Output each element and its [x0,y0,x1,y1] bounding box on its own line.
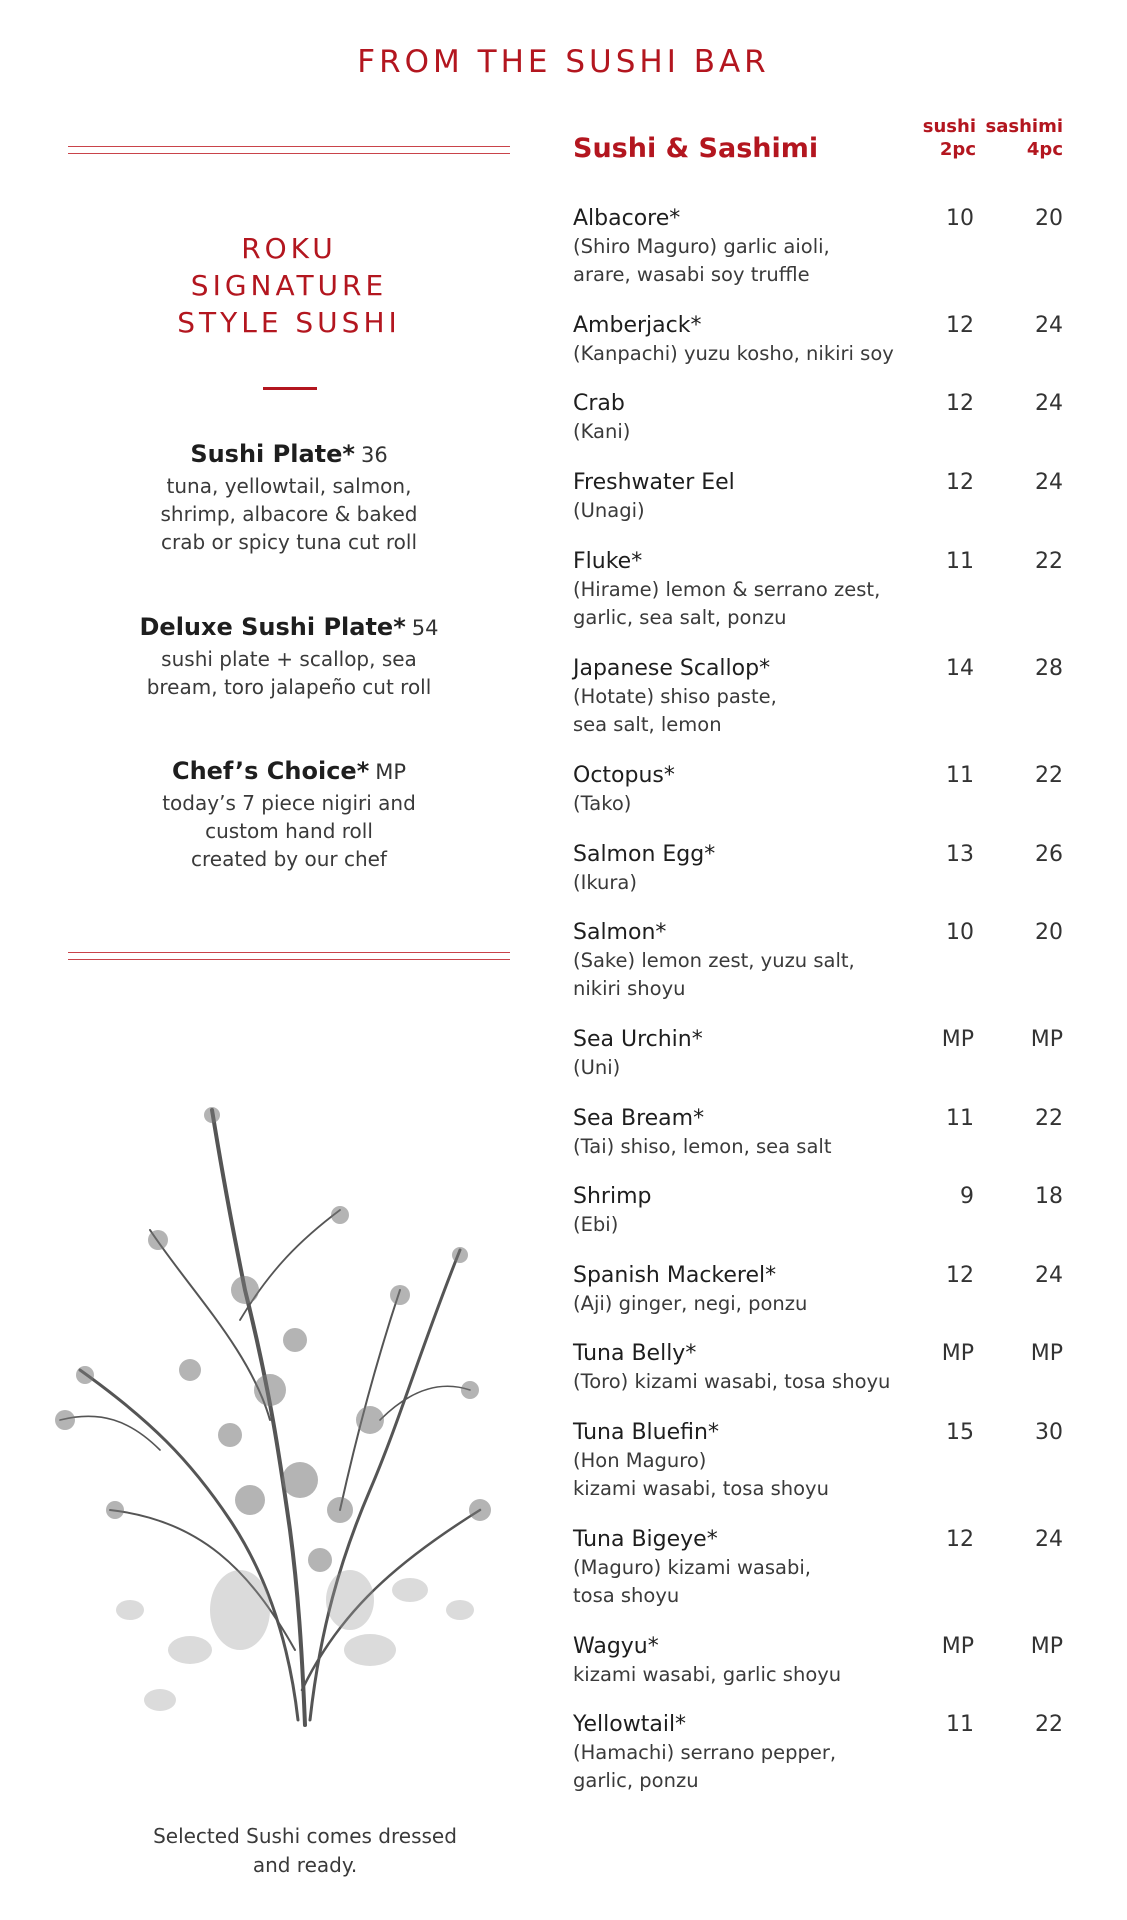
item-sashimi-price: 24 [1035,1263,1063,1288]
column-header-line: sashimi [985,116,1063,137]
item-sashimi-price: MP [1030,1341,1063,1366]
item-desc-line: tosa shoyu [573,1584,680,1607]
menu-item [573,1182,1063,1239]
item-name: Yellowtail* [573,1712,687,1737]
plate-desc-line: today’s 7 piece nigiri and [162,791,416,815]
item-name: Spanish Mackerel* [573,1263,777,1288]
item-sushi-price: 11 [946,1106,974,1131]
plate-sushi [68,440,510,556]
item-name: Fluke* [573,549,643,574]
item-sashimi-price: 26 [1035,842,1063,867]
item-desc-line: kizami wasabi, garlic shoyu [573,1663,842,1686]
plate-desc-line: crab or spicy tuna cut roll [160,530,417,554]
menu-item [573,1339,1063,1396]
item-sashimi-price: 22 [1035,549,1063,574]
item-desc-line: (Kanpachi) yuzu kosho, nikiri soy [573,342,894,365]
column-header-sushi [923,115,976,161]
item-name: Salmon Egg* [573,842,716,867]
item-desc-line: garlic, sea salt, ponzu [573,606,787,629]
menu-item [573,311,1063,368]
item-desc-line: (Hotate) shiso paste, [573,685,777,708]
item-sashimi-price: 24 [1035,391,1063,416]
plate-price: MP [375,760,407,784]
page-title: FROM THE SUSHI BAR [357,44,770,80]
plate-desc-line: sushi plate + scallop, sea [161,647,417,671]
signature-title [68,230,510,341]
plate-name: Chef’s Choice* [171,757,370,785]
plate-chefs-choice [68,757,510,873]
footnote [110,1822,500,1880]
item-sushi-price: 15 [946,1420,974,1445]
plate-price: 54 [411,616,439,640]
item-name: Sea Urchin* [573,1027,703,1052]
item-desc-line: arare, wasabi soy truffle [573,263,810,286]
menu-item [573,761,1063,818]
item-sashimi-price: 18 [1035,1184,1063,1209]
footnote-line: Selected Sushi comes dressed [153,1824,457,1848]
item-sashimi-price: 22 [1035,763,1063,788]
menu-item [573,1104,1063,1161]
item-desc-line: (Hamachi) serrano pepper, [573,1741,837,1764]
item-name: Tuna Belly* [573,1341,697,1366]
item-name: Crab [573,391,625,416]
item-sushi-price: 12 [946,313,974,338]
plate-desc-line: shrimp, albacore & baked [160,502,418,526]
menu-item [573,1525,1063,1610]
item-sushi-price: 11 [946,1712,974,1737]
plate-desc-line: tuna, yellowtail, salmon, [166,474,412,498]
item-name: Freshwater Eel [573,470,735,495]
column-header-line: 2pc [939,139,976,160]
item-desc-line: (Hirame) lemon & serrano zest, [573,578,881,601]
item-name: Octopus* [573,763,675,788]
signature-title-line: SIGNATURE [190,269,388,302]
menu-item [573,840,1063,897]
menu-item [573,1418,1063,1503]
plate-desc-line: custom hand roll [205,819,373,843]
plate-desc-line: bream, toro jalapeño cut roll [146,675,432,699]
item-sushi-price: 9 [960,1184,974,1209]
item-sushi-price: 12 [946,470,974,495]
column-header-sashimi [986,115,1063,161]
item-name: Tuna Bluefin* [573,1420,719,1445]
item-sashimi-price: 28 [1035,656,1063,681]
item-desc-line: kizami wasabi, tosa shoyu [573,1477,829,1500]
item-name: Albacore* [573,206,681,231]
item-sushi-price: 13 [946,842,974,867]
item-sashimi-price: 20 [1035,920,1063,945]
item-name: Japanese Scallop* [573,656,771,681]
signature-title-line: STYLE SUSHI [177,306,401,339]
item-sashimi-price: 24 [1035,470,1063,495]
section-title: Sushi & Sashimi [573,133,819,164]
short-divider [263,387,317,390]
plate-deluxe [68,613,510,701]
item-sushi-price: MP [941,1341,974,1366]
plate-price: 36 [360,443,388,467]
item-sushi-price: 11 [946,763,974,788]
plate-desc-line: created by our chef [191,847,387,871]
plate-name: Sushi Plate* [190,440,355,468]
item-name: Sea Bream* [573,1106,705,1131]
item-sashimi-price: MP [1030,1027,1063,1052]
item-name: Shrimp [573,1184,652,1209]
item-name: Salmon* [573,920,667,945]
plate-name: Deluxe Sushi Plate* [139,613,406,641]
item-sushi-price: 12 [946,391,974,416]
item-desc-line: (Aji) ginger, negi, ponzu [573,1292,808,1315]
item-sushi-price: 12 [946,1527,974,1552]
item-sushi-price: MP [941,1027,974,1052]
item-desc-line: (Maguro) kizami wasabi, [573,1556,811,1579]
item-sashimi-price: 22 [1035,1106,1063,1131]
menu-item [573,547,1063,632]
item-desc-line: (Ikura) [573,871,637,894]
item-desc-line: (Tako) [573,792,632,815]
item-sushi-price: 10 [946,920,974,945]
item-name: Wagyu* [573,1634,659,1659]
item-desc-line: (Toro) kizami wasabi, tosa shoyu [573,1370,891,1393]
item-sashimi-price: 22 [1035,1712,1063,1737]
item-desc-line: garlic, ponzu [573,1769,699,1792]
item-sushi-price: 10 [946,206,974,231]
menu-item [573,468,1063,525]
menu-item [573,1710,1063,1795]
item-name: Tuna Bigeye* [573,1527,718,1552]
menu-item [573,389,1063,446]
menu-item [573,1632,1063,1689]
item-desc-line: (Kani) [573,420,631,443]
menu-item [573,918,1063,1003]
item-desc-line: (Tai) shiso, lemon, sea salt [573,1135,832,1158]
menu-item [573,1261,1063,1318]
item-desc-line: (Sake) lemon zest, yuzu salt, [573,949,855,972]
item-sushi-price: 11 [946,549,974,574]
item-desc-line: (Hon Maguro) [573,1449,707,1472]
item-desc-line: sea salt, lemon [573,713,722,736]
footnote-line: and ready. [252,1853,358,1877]
signature-title-line: ROKU [241,232,337,265]
item-sashimi-price: 24 [1035,313,1063,338]
mid-double-divider [68,952,510,961]
item-desc-line: (Shiro Maguro) garlic aioli, [573,235,830,258]
item-desc-line: (Unagi) [573,499,645,522]
item-sushi-price: MP [941,1634,974,1659]
column-header-line: sushi [922,116,976,137]
item-desc-line: (Ebi) [573,1213,619,1236]
item-desc-line: nikiri shoyu [573,977,686,1000]
item-sashimi-price: MP [1030,1634,1063,1659]
column-header-line: 4pc [1026,139,1063,160]
menu-item [573,204,1063,289]
item-sashimi-price: 20 [1035,206,1063,231]
item-sushi-price: 14 [946,656,974,681]
menu-item [573,654,1063,739]
item-name: Amberjack* [573,313,702,338]
cherry-blossom-illustration [40,1090,510,1730]
item-sashimi-price: 30 [1035,1420,1063,1445]
item-sashimi-price: 24 [1035,1527,1063,1552]
menu-item [573,1025,1063,1082]
item-desc-line: (Uni) [573,1056,621,1079]
item-sushi-price: 12 [946,1263,974,1288]
top-double-divider [68,146,510,155]
